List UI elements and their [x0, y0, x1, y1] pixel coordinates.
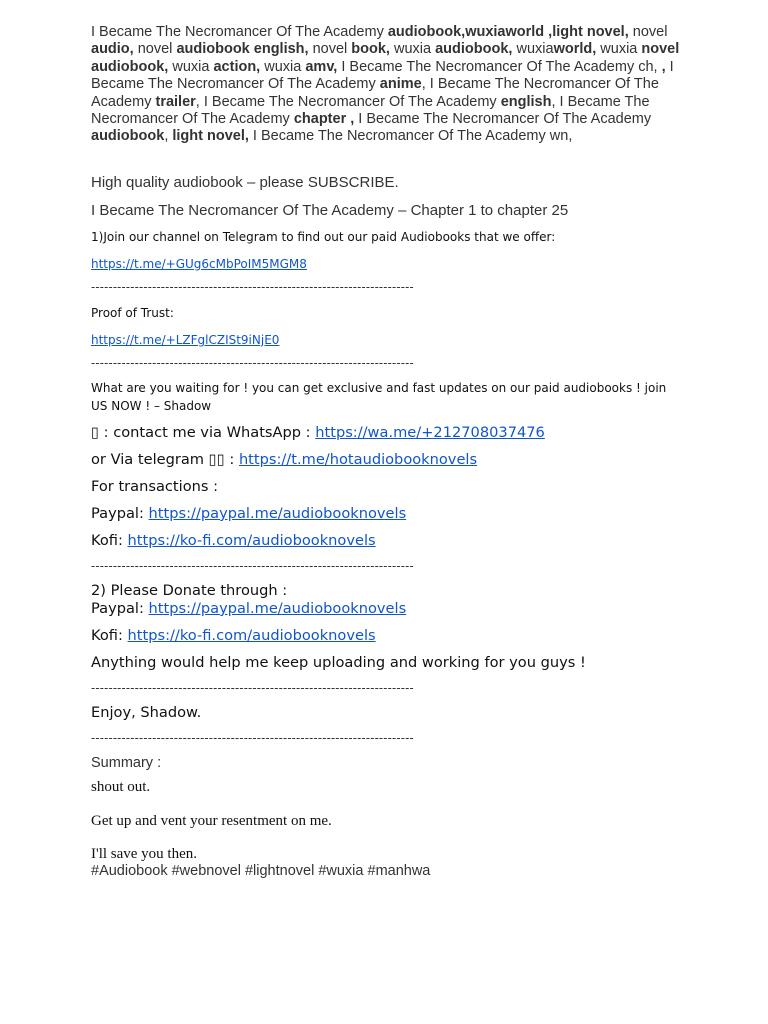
proof-of-trust-label: Proof of Trust: [91, 305, 174, 320]
kofi-link-1[interactable]: https://ko-fi.com/audiobooknovels [127, 531, 376, 549]
keyword-bold-run: audiobook [91, 128, 165, 145]
paypal-label-1: Paypal: [91, 504, 149, 522]
kofi-line-2 [91, 627, 681, 645]
keyword-bold-run: book, [351, 41, 390, 58]
keyword-bold-run: chapter , [293, 111, 355, 128]
keyword-text-run: I Became The Necromancer Of The Academy [91, 24, 388, 40]
telegram-icon: ▯▯ [208, 450, 225, 468]
keyword-text-run: novel [133, 41, 177, 58]
summary-label: Summary : [91, 754, 162, 771]
keyword-bold-run: light novel, [172, 128, 249, 145]
separator-1: -------------------------------------------------------------------------- [91, 279, 414, 294]
keyword-bold-run: audiobook english, [176, 41, 309, 58]
keyword-bold-run: , [661, 58, 666, 75]
paypal-label-2: Paypal: [91, 599, 149, 617]
separator-4: -------------------------------------------------------------------------- [91, 680, 414, 695]
whatsapp-label: : contact me via WhatsApp : [99, 423, 316, 441]
high-quality-line: High quality audiobook – please SUBSCRIBE. [91, 173, 399, 191]
keyword-text-run: I Became The Necromancer Of The Academy [91, 58, 674, 93]
keyword-text-run: wuxia [389, 41, 436, 58]
telegram-contact-line [91, 451, 681, 469]
paypal-link-1[interactable]: https://paypal.me/audiobooknovels [148, 504, 407, 522]
separator-3: -------------------------------------------------------------------------- [91, 558, 414, 573]
whatsapp-icon: ▯ [91, 423, 100, 441]
keyword-text-run: wuxia [260, 58, 306, 75]
keyword-bold-run: audio, [91, 41, 134, 58]
proof-of-trust-link[interactable]: https://t.me/+LZFglCZISt9iNjE0 [91, 332, 280, 347]
keyword-text-run: I Became The Necromancer Of The Academy ch, [337, 58, 662, 75]
telegram-contact-sep: : [224, 450, 239, 468]
keyword-text-run: wuxia [168, 58, 214, 75]
keyword-bold-run: action, [213, 58, 261, 75]
paypal-line-1 [91, 505, 681, 523]
keyword-text-run: , I Became The Necromancer Of The Academy [91, 76, 659, 110]
summary-line-1: shout out. [91, 778, 151, 795]
anything-helps-text: Anything would help me keep uploading and working for you guys ! [91, 653, 586, 671]
join-telegram-text: 1)Join our channel on Telegram to find out our paid Audiobooks that we offer: [91, 229, 556, 244]
paypal-link-2[interactable]: https://paypal.me/audiobooknovels [148, 599, 407, 617]
keyword-text-run: , I Became The Necromancer Of The Academy [91, 93, 650, 128]
whatsapp-link[interactable]: https://wa.me/+212708037476 [315, 423, 545, 441]
separator-2: -------------------------------------------------------------------------- [91, 355, 414, 370]
paypal-line-2 [91, 600, 681, 618]
keyword-text-run: I Became The Necromancer Of The Academy wn, [248, 128, 573, 145]
kofi-line-1 [91, 532, 681, 550]
enjoy-text: Enjoy, Shadow. [91, 703, 202, 721]
keyword-bold-run: english [500, 93, 552, 110]
keywords-paragraph [91, 24, 681, 146]
keyword-text-run: , [164, 128, 173, 145]
hashtags-line: #Audiobook #webnovel #lightnovel #wuxia #manhwa [91, 862, 431, 879]
document-page [91, 24, 681, 880]
waiting-text: What are you waiting for ! you can get exclusive and fast updates on our paid audiobooks ! join US NOW ! – Shadow [91, 380, 667, 413]
keyword-bold-run: novel audiobook, [91, 41, 680, 75]
telegram-paid-link[interactable]: https://t.me/+GUg6cMbPoIM5MGM8 [91, 256, 307, 271]
keyword-bold-run: world, [553, 41, 597, 58]
keyword-text-run: novel [308, 41, 352, 58]
summary-line-2: Get up and vent your resentment on me. [91, 812, 332, 829]
keyword-bold-run: audiobook, [435, 41, 513, 58]
keyword-text-run: wuxia [596, 41, 642, 58]
donate-label: 2) Please Donate through : [91, 581, 288, 599]
keyword-text-run: , I Became The Necromancer Of The Academy [195, 93, 501, 110]
telegram-contact-link[interactable]: https://t.me/hotaudiobooknovels [238, 450, 478, 468]
chapter-line: I Became The Necromancer Of The Academy – Chapter 1 to chapter 25 [91, 201, 569, 219]
separator-5: -------------------------------------------------------------------------- [91, 730, 414, 745]
keyword-text-run: I Became The Necromancer Of The Academy [354, 111, 652, 128]
keyword-bold-run: amv, [305, 58, 338, 75]
keyword-text-run: wuxia [512, 41, 554, 58]
transactions-label: For transactions : [91, 477, 219, 495]
keyword-bold-run: audiobook,wuxiaworld ,light novel, [387, 24, 629, 40]
keyword-bold-run: anime [379, 76, 422, 93]
telegram-contact-label: or Via telegram [91, 450, 209, 468]
whatsapp-line [91, 424, 681, 442]
kofi-label-1: Kofi: [91, 531, 128, 549]
kofi-link-2[interactable]: https://ko-fi.com/audiobooknovels [127, 626, 376, 644]
kofi-label-2: Kofi: [91, 626, 128, 644]
keyword-bold-run: trailer [155, 93, 196, 110]
summary-line-3: I'll save you then. [91, 845, 198, 862]
keyword-text-run: novel [628, 24, 668, 40]
